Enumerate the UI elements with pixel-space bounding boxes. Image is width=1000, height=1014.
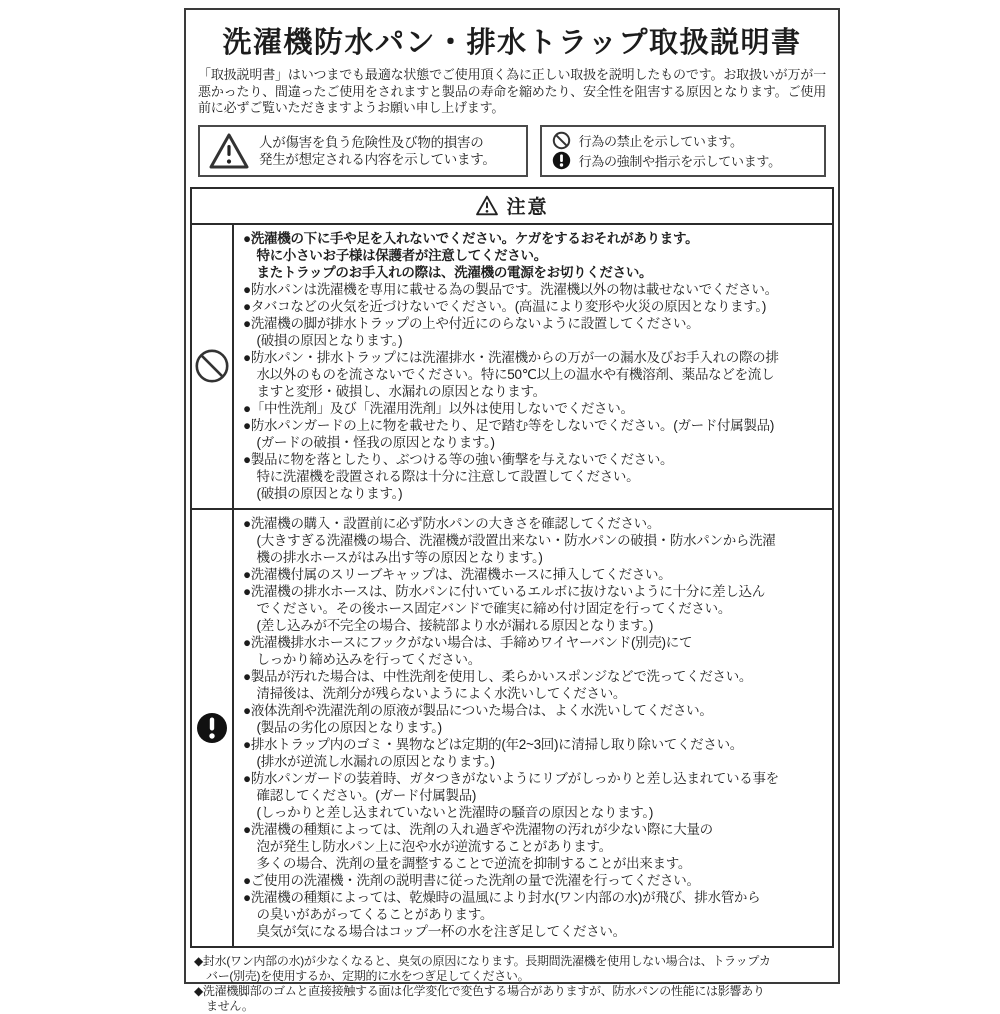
mandatory-icon <box>552 151 571 170</box>
item-first-line: ●タバコなどの火気を近づけないでください。(高温により変形や火災の原因となります。) <box>243 298 767 314</box>
item-line: ません。 <box>206 998 254 1013</box>
item-first-line: ●洗濯機付属のスリーブキャップは、洗濯機ホースに挿入してください。 <box>243 566 672 582</box>
intro-text: 「取扱説明書」はいつまでも最適な状態でご使用頂く為に正しい取扱を説明したものです。お取扱いが万が一悪かったり、間違ったご使用をされますと製品の寿命を縮めたり、安全性を阻害する原因となります。ご使用前に必ずご覧いただきますようお願い申し上げます。 <box>198 67 826 115</box>
item-line: しっかり締め込みを行ってください。 <box>256 651 481 667</box>
item-line: 臭気が気になる場合はコップ一杯の水を注ぎ足してください。 <box>256 923 626 939</box>
list-item <box>243 230 828 281</box>
caution-legend-text <box>259 134 496 168</box>
prohibition-icon-cell <box>192 225 234 508</box>
prohibition-legend-label: 行為の禁止を示しています。 <box>578 134 743 149</box>
item-line: 多くの場合、洗剤の量を調整することで逆流を抑制することが出来ます。 <box>256 855 692 871</box>
list-item <box>243 634 828 668</box>
item-first-line: ●防水パンガードの装着時、ガタつきがないようにリブがしっかりと差し込まれている事を <box>243 770 779 786</box>
list-item <box>243 872 828 889</box>
list-item <box>243 298 828 315</box>
item-first-line: ●洗濯機の脚が排水トラップの上や付近にのらないように設置してください。 <box>243 315 700 331</box>
list-item <box>243 702 828 736</box>
list-item <box>194 984 830 1014</box>
item-first-line: ●洗濯機の種類によっては、乾燥時の温風により封水(ワン内部の水)が飛び、排水管から <box>243 889 761 905</box>
item-line: 確認してください。(ガード付属製品) <box>256 787 477 803</box>
mandatory-section <box>192 510 832 946</box>
mandatory-legend-label: 行為の強制や指示を示しています。 <box>578 154 781 169</box>
item-first-line: ●液体洗剤や洗濯洗剤の原液が製品についた場合は、よく水洗いしてください。 <box>243 702 713 718</box>
item-first-line: 人が傷害を負う危険性及び物的損害の <box>259 134 484 150</box>
list-item <box>259 134 496 168</box>
item-first-line: ◆洗濯機脚部のゴムと直接接触する面は化学変化で変色する場合がありますが、防水パンの性能には影響あり <box>194 983 765 998</box>
mandatory-icon <box>196 712 228 744</box>
caution-header-label: 注意 <box>506 196 549 218</box>
item-line: (大きすぎる洗濯機の場合、洗濯機が設置出来ない・防水パンの破損・防水パンから洗濯 <box>256 532 776 548</box>
item-first-line: ●排水トラップ内のゴミ・異物などは定期的(年2~3回)に清掃し取り除いてください。 <box>243 736 743 752</box>
list-item <box>243 668 828 702</box>
item-first-line: ●防水パン・排水トラップには洗濯排水・洗濯機からの万が一の漏水及びお手入れの際の排 <box>243 349 779 365</box>
mandatory-legend-row <box>552 151 814 170</box>
item-line: (破損の原因となります。) <box>256 485 403 501</box>
list-item <box>243 417 828 451</box>
item-first-line: ●防水パンは洗濯機を専用に載せる為の製品です。洗濯機以外の物は載せないでください。 <box>243 281 778 297</box>
prohibition-section <box>192 225 832 510</box>
list-item <box>243 349 828 400</box>
item-line: バー(別売)を使用するか、定期的に水をつぎ足してください。 <box>206 968 530 983</box>
prohibition-legend-row <box>552 131 814 150</box>
caution-header <box>192 189 832 225</box>
item-first-line: ●ご使用の洗濯機・洗剤の説明書に従った洗剤の量で洗濯を行ってください。 <box>243 872 700 888</box>
item-line: の臭いがあがってくることがあります。 <box>256 906 494 922</box>
item-first-line: ●洗濯機の排水ホースは、防水パンに付いているエルボに抜けないように十分に差し込ん <box>243 583 765 599</box>
list-item <box>243 770 828 821</box>
item-first-line: ●製品に物を落としたり、ぶつける等の強い衝撃を与えないでください。 <box>243 451 674 467</box>
symbol-legend-box <box>540 125 826 177</box>
item-first-line: ◆封水(ワン内部の水)が少なくなると、臭気の原因になります。長期間洗濯機を使用しない場合は、トラップカ <box>194 953 771 968</box>
prohibition-icon <box>552 131 571 150</box>
list-item <box>194 954 830 984</box>
item-first-line: ●防水パンガードの上に物を載せたり、足で踏む等をしないでください。(ガード付属製品) <box>243 417 775 433</box>
prohibition-icon <box>194 348 230 384</box>
item-first-line: ●洗濯機排水ホースにフックがない場合は、手締めワイヤーバンド(別売)にて <box>243 634 693 650</box>
item-first-line: ●洗濯機の下に手や足を入れないでください。ケガをするおそれがあります。 <box>243 230 699 246</box>
list-item <box>243 451 828 502</box>
page-title: 洗濯機防水パン・排水トラップ取扱説明書 <box>222 27 802 59</box>
legend-row <box>198 125 826 177</box>
item-line: 泡が発生し防水パン上に泡や水が逆流することがあります。 <box>256 838 612 854</box>
warning-triangle-icon <box>475 195 499 216</box>
list-item <box>243 315 828 349</box>
item-line: でください。その後ホース固定バンドで確実に締め付け固定を行ってください。 <box>256 600 732 616</box>
list-item <box>243 736 828 770</box>
list-item <box>243 515 828 566</box>
document-sheet <box>184 8 840 1013</box>
item-line: (ガードの破損・怪我の原因となります。) <box>256 434 495 450</box>
item-first-line: ●「中性洗剤」及び「洗濯用洗剤」以外は使用しないでください。 <box>243 400 634 416</box>
list-item <box>243 821 828 872</box>
warning-triangle-icon <box>208 132 250 170</box>
item-line: 特に小さいお子様は保護者が注意してください。 <box>256 247 547 263</box>
item-first-line: ●製品が汚れた場合は、中性洗剤を使用し、柔らかいスポンジなどで洗ってください。 <box>243 668 753 684</box>
item-first-line: ●洗濯機の購入・設置前に必ず防水パンの大きさを確認してください。 <box>243 515 661 531</box>
item-line: (排水が逆流し水漏れの原因となります。) <box>256 753 495 769</box>
item-line: ますと変形・破損し、水漏れの原因となります。 <box>256 383 546 399</box>
list-item <box>243 889 828 940</box>
item-line: 清掃後は、洗剤分が残らないようによく水洗いしてください。 <box>256 685 627 701</box>
item-first-line: ●洗濯機の種類によっては、洗剤の入れ過ぎや洗濯物の汚れが少ない際に大量の <box>243 821 713 837</box>
item-line: 機の排水ホースがはみ出す等の原因となります。) <box>256 549 543 565</box>
caution-table <box>190 187 834 948</box>
caution-legend-box <box>198 125 528 177</box>
list-item <box>243 400 828 417</box>
list-item <box>243 566 828 583</box>
item-line: またトラップのお手入れの際は、洗濯機の電源をお切りください。 <box>256 264 653 280</box>
item-line: (破損の原因となります。) <box>256 332 403 348</box>
item-line: 発生が想定される内容を示しています。 <box>259 151 496 167</box>
item-line: (差し込みが不完全の場合、接続部より水が漏れる原因となります。) <box>256 617 654 633</box>
item-line: 水以外のものを流さないでください。特に50℃以上の温水や有機溶剤、薬品などを流し <box>256 366 775 382</box>
list-item <box>243 281 828 298</box>
footnotes <box>186 948 838 1014</box>
mandatory-icon-cell <box>192 510 234 946</box>
item-line: 特に洗濯機を設置される際は十分に注意して設置してください。 <box>256 468 640 484</box>
prohibition-items <box>234 225 832 508</box>
list-item <box>243 583 828 634</box>
mandatory-items <box>234 510 832 946</box>
item-line: (製品の劣化の原因となります。) <box>256 719 442 735</box>
item-line: (しっかりと差し込まれていないと洗濯時の騒音の原因となります。) <box>256 804 654 820</box>
